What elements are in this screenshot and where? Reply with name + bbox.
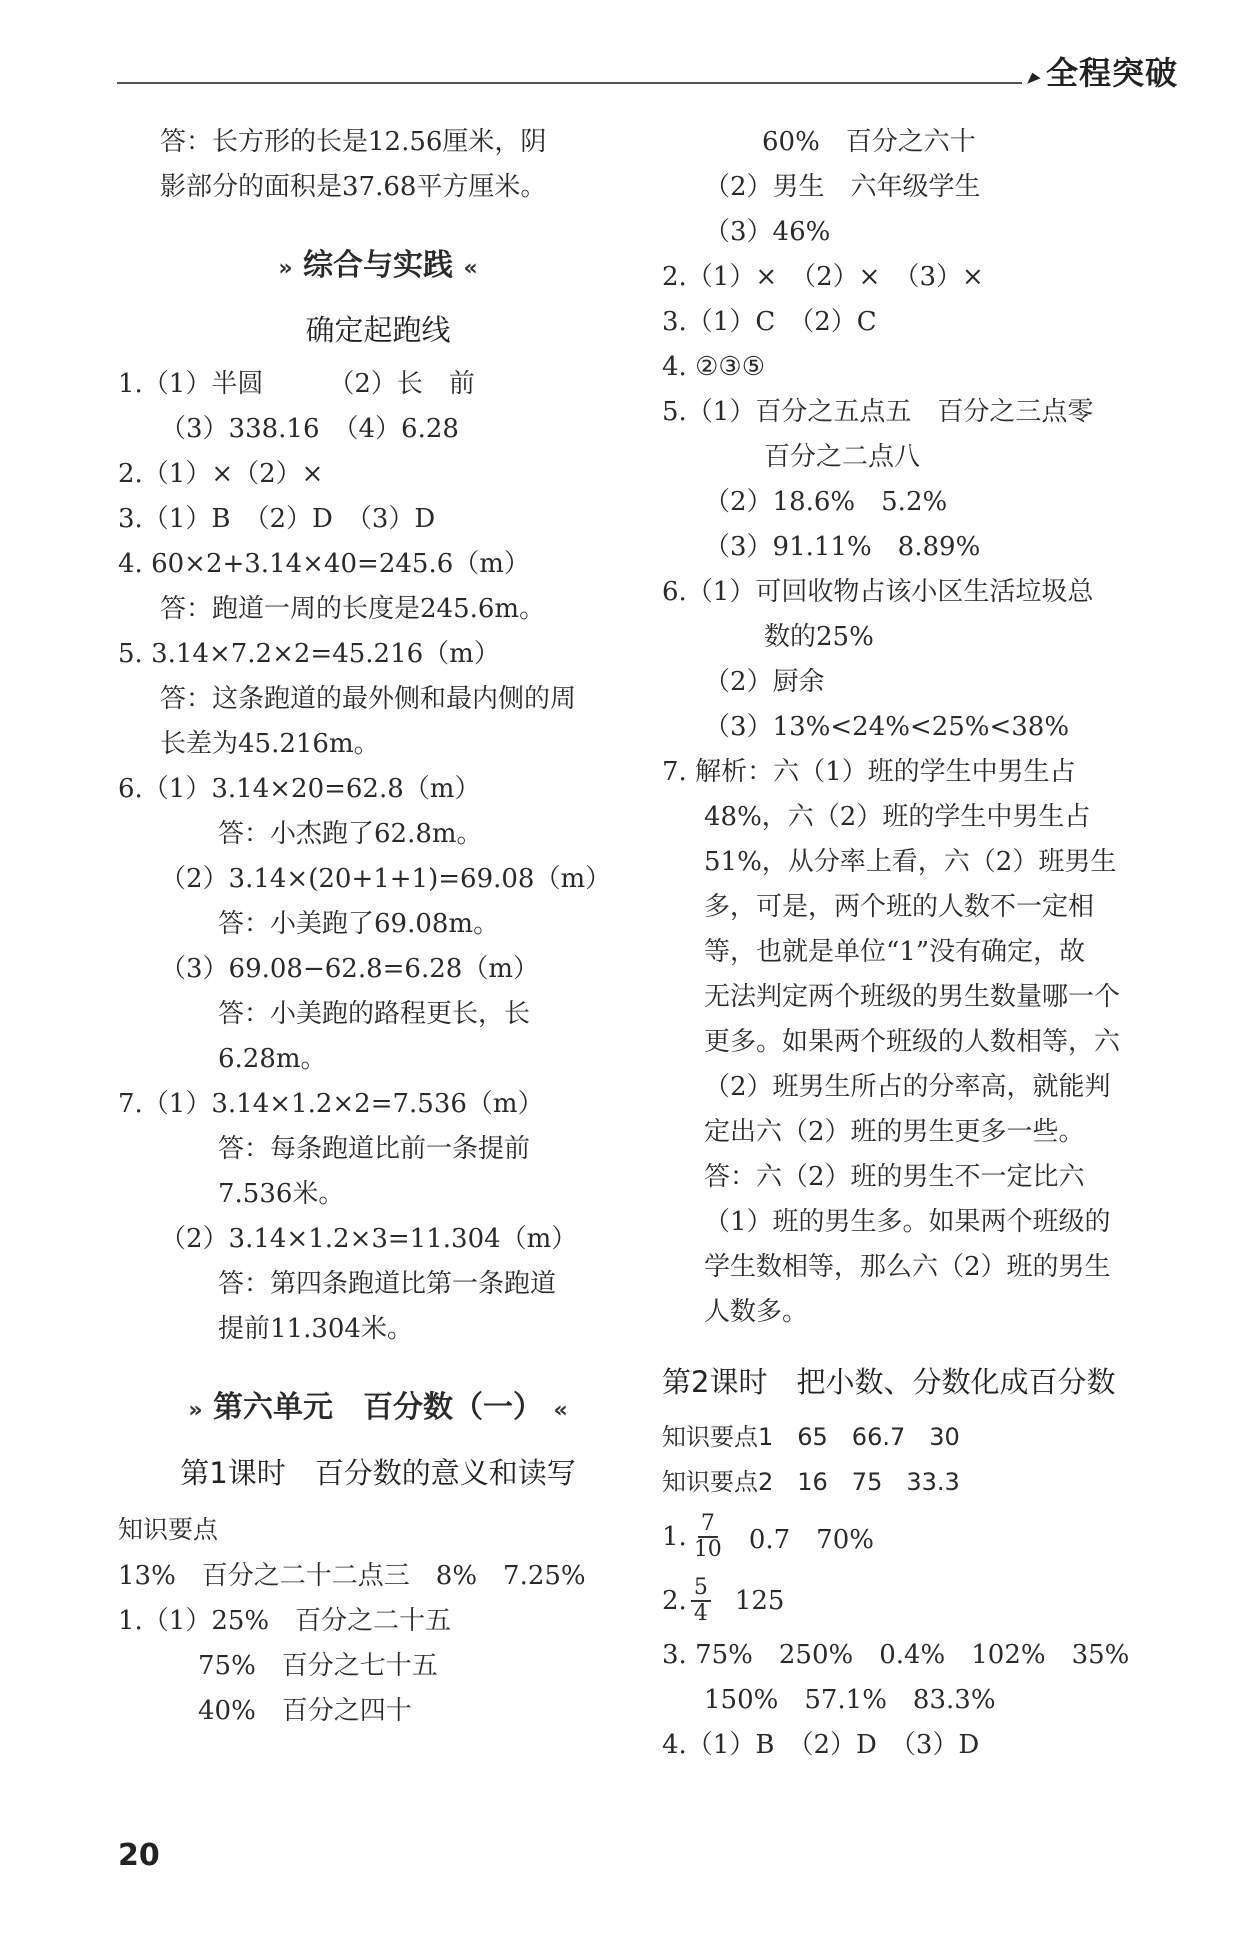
answer-line: （2）3.14×1.2×3=11.304（m） xyxy=(160,1224,578,1254)
analysis-line: 定出六（2）班的男生更多一些。 xyxy=(704,1117,1085,1147)
knowledge-point-label: 知识要点 xyxy=(118,1515,219,1544)
answer-line: （3）46% xyxy=(704,217,831,247)
answer-line: 6.28m。 xyxy=(218,1044,327,1074)
answer-line: 1.（1）半圆 （2）长 前 xyxy=(118,369,475,399)
section-title: » 综合与实践 « xyxy=(278,248,478,283)
page-number: 20 xyxy=(118,1838,160,1873)
answer-text: 125 xyxy=(734,1586,785,1616)
section-subtitle: 确定起跑线 xyxy=(305,313,451,347)
answer-line: 4. 60×2+3.14×40=245.6（m） xyxy=(118,549,530,579)
answer-line: 1.（1）25% 百分之二十五 xyxy=(118,1606,452,1636)
answer-line xyxy=(662,1569,1182,1633)
answer-line: 7.（1）3.14×1.2×2=7.536（m） xyxy=(118,1089,544,1119)
answer-line: 4.（1）B （2）D （3）D xyxy=(662,1730,980,1760)
analysis-line: 48%，六（2）班的学生中男生占 xyxy=(704,802,1091,832)
answer-line: 答：长方形的长是12.56厘米，阴 xyxy=(160,127,547,157)
knowledge-point-2: 知识要点2 16 75 33.3 xyxy=(662,1468,960,1496)
answer-line: 答：每条跑道比前一条提前 xyxy=(218,1134,531,1164)
analysis-line: （2）班男生所占的分率高，就能判 xyxy=(704,1072,1111,1102)
answer-line: 3.（1）C （2）C xyxy=(662,307,877,337)
answer-text: 0.7 70% xyxy=(748,1524,874,1555)
analysis-line: 无法判定两个班级的男生数量哪一个 xyxy=(704,982,1121,1012)
answer-line: 3.（1）B （2）D （3）D xyxy=(118,504,436,534)
analysis-line: 7. 解析：六（1）班的学生中男生占 xyxy=(662,757,1076,787)
answer-line: 2.（1）× （2）× （3）× xyxy=(662,262,984,292)
answer-line: 2.（1）×（2）× xyxy=(118,459,324,489)
answer-line: 40% 百分之四十 xyxy=(198,1696,412,1726)
answer-line: （3）338.16 （4）6.28 xyxy=(160,414,459,444)
lesson-title: 第1课时 百分数的意义和读写 xyxy=(180,1456,576,1490)
answer-line: 13% 百分之二十二点三 8% 7.25% xyxy=(118,1561,586,1591)
answer-line: 5. 3.14×7.2×2=45.216（m） xyxy=(118,639,500,669)
answer-line: 影部分的面积是37.68平方厘米。 xyxy=(160,172,547,202)
answer-line: 提前11.304米。 xyxy=(218,1314,413,1344)
answer-line: 答：小杰跑了62.8m。 xyxy=(218,819,483,849)
answer-line: 答：小美跑的路程更长，长 xyxy=(218,999,531,1029)
answer-line: 6.（1）可回收物占该小区生活垃圾总 xyxy=(662,577,1094,607)
right-column xyxy=(662,120,1182,1768)
numerator: 5 xyxy=(691,1576,711,1602)
denominator: 10 xyxy=(693,1537,722,1562)
answer-line: （3）13%<24%<25%<38% xyxy=(704,712,1070,742)
answer-line xyxy=(662,1505,1182,1569)
fraction xyxy=(691,1512,725,1562)
analysis-line: 学生数相等，那么六（2）班的男生 xyxy=(704,1252,1111,1282)
answer-line: 答：小美跑了69.08m。 xyxy=(218,909,500,939)
answer-line: （3）69.08−62.8=6.28（m） xyxy=(160,954,539,984)
lesson-title: 第2课时 把小数、分数化成百分数 xyxy=(662,1365,1116,1399)
question-number: 2. xyxy=(662,1586,687,1616)
answer-line: （2）厨余 xyxy=(704,667,825,697)
denominator: 4 xyxy=(693,1601,708,1626)
answer-line: 百分之二点八 xyxy=(764,442,921,472)
analysis-line: 答：六（2）班的男生不一定比六 xyxy=(704,1162,1085,1192)
answer-line: 7.536米。 xyxy=(218,1179,345,1209)
question-number: 1. xyxy=(662,1522,687,1552)
answer-line: 数的25% xyxy=(764,622,874,652)
answer-line: 75% 百分之七十五 xyxy=(198,1651,438,1681)
answer-line: （3）91.11% 8.89% xyxy=(704,532,981,562)
analysis-line: （1）班的男生多。如果两个班级的 xyxy=(704,1207,1111,1237)
analysis-line: 更多。如果两个班级的人数相等，六 xyxy=(704,1027,1121,1057)
analysis-line: 等，也就是单位“1”没有确定，故 xyxy=(704,937,1086,967)
analysis-line: 多，可是，两个班的人数不一定相 xyxy=(704,892,1095,922)
analysis-line: 人数多。 xyxy=(704,1297,809,1327)
analysis-line: 51%，从分率上看，六（2）班男生 xyxy=(704,847,1117,877)
answer-line: 长差为45.216m。 xyxy=(160,729,380,759)
answer-line: 60% 百分之六十 xyxy=(762,127,976,157)
unit-title: » 第六单元 百分数（一） « xyxy=(188,1390,568,1425)
answer-line: 150% 57.1% 83.3% xyxy=(704,1685,996,1715)
answer-line: 答：跑道一周的长度是245.6m。 xyxy=(160,594,546,624)
answer-line: （2）3.14×(20+1+1)=69.08（m） xyxy=(160,864,612,894)
numerator: 7 xyxy=(698,1512,718,1538)
answer-line: 答：这条跑道的最外侧和最内侧的周 xyxy=(160,684,577,714)
fraction xyxy=(691,1576,711,1626)
answer-line: 5.（1）百分之五点五 百分之三点零 xyxy=(662,397,1094,427)
answer-line: 6.（1）3.14×20=62.8（m） xyxy=(118,774,481,804)
answer-line: 4. ②③⑤ xyxy=(662,352,765,382)
answer-line: （2）18.6% 5.2% xyxy=(704,487,948,517)
answer-line: 答：第四条跑道比第一条跑道 xyxy=(218,1269,557,1299)
header-rule xyxy=(117,82,1022,84)
knowledge-point-1: 知识要点1 65 66.7 30 xyxy=(662,1423,960,1451)
brand-logo: ▸全程突破 xyxy=(1024,54,1179,92)
answer-line: 3. 75% 250% 0.4% 102% 35% xyxy=(662,1640,1130,1670)
left-column xyxy=(118,120,638,1734)
answer-line: （2）男生 六年级学生 xyxy=(704,172,981,202)
